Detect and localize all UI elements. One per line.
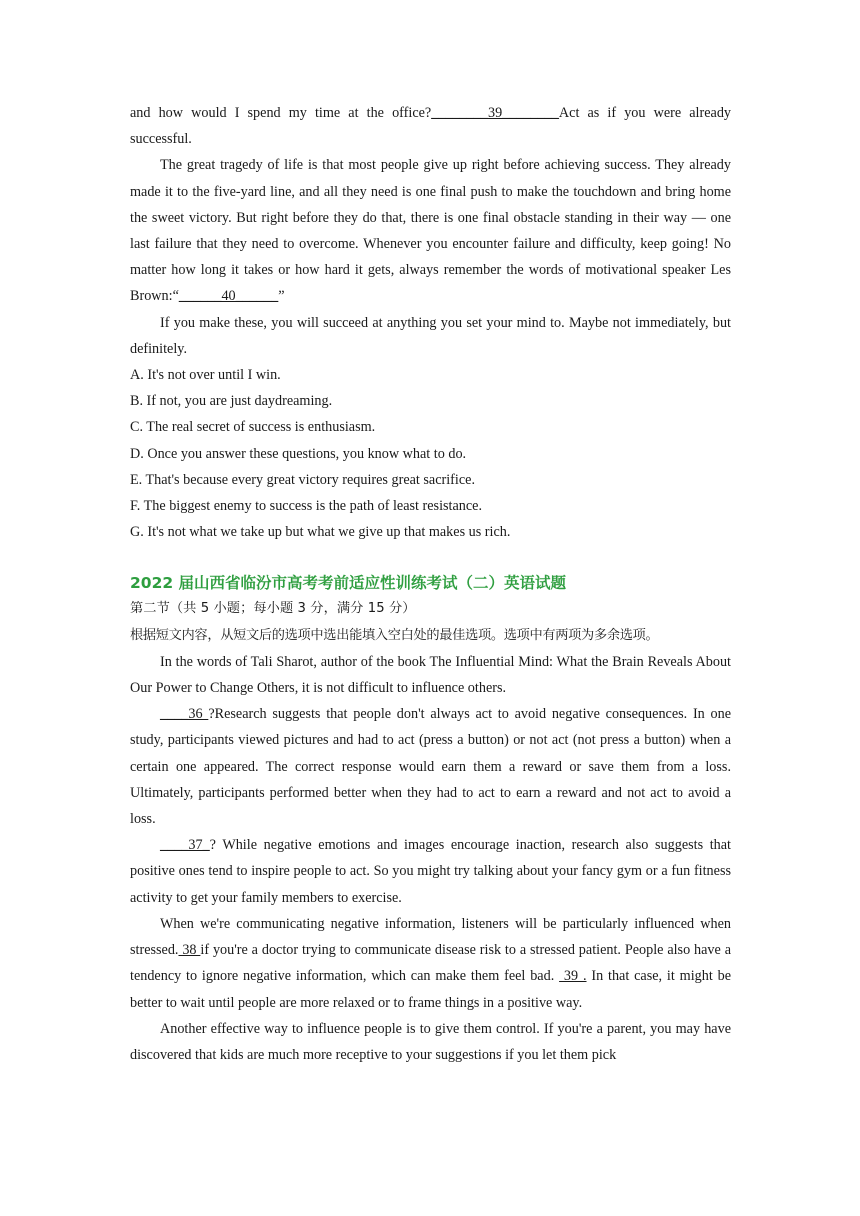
option-c: C. The real secret of success is enthusiasm. [130,419,376,436]
options-list [130,362,731,545]
text: ?Research suggests that people don't always act to avoid negative consequences. In one study, participants viewed pictures and had to act (press a button) or not act (not press a button) when a certain one appeared. The correct response would earn them a reward or save them from a loss. Ultimately, participants performed better when they had to act to earn a reward and not act to avoid a loss. [130,706,732,828]
blank-39: ________39________ [431,105,559,121]
task-instruction: 根据短文内容，从短文后的选项中选出能填入空白处的最佳选项。选项中有两项为多余选项。 [130,627,659,643]
paragraph-conclusion: If you make these, you will succeed at anything you set your mind to. Maybe not immediately, but definitely. [130,314,731,357]
paragraph-39 [130,100,731,152]
text: The great tragedy of life is that most people give up right before achieving success. They already made it to the five-yard line, and all they need is one final push to make the touchdown and bring home the sweet victory. But right before they do that, there is one final obstacle standing in their way — one last failure that they need to overcome. Whenever you encounter failure and difficulty, keep going! No matter how long it takes or how hard it gets, always remember the words of motivational speaker Les Brown:“ [130,157,731,305]
text: if you're a doctor trying to communicate disease risk to a stressed patient. People also have a tendency to ignore negative information, which can make them feel bad. [130,942,731,985]
option-g: G. It's not what we take up but what we give up that makes us rich. [130,524,511,541]
text: ? While negative emotions and images encourage inaction, research also suggests that positive ones tend to inspire people to act. So you might try talking about your fancy gym or a fun fitness activity to get your family members to exercise. [130,837,731,906]
paragraph-intro: In the words of Tali Sharot, author of the book The Influential Mind: What the Brain Reveals About Our Power to Change Others, it is not difficult to influence others. [130,653,731,697]
paragraph-37 [130,832,731,911]
text: In that case, it might be better to wait until people are more relaxed or to frame things in a positive way. [130,968,732,1011]
blank-37: ____37_ [160,837,210,854]
document-content [130,100,731,1068]
text: Act as if you were already successful. [130,105,732,148]
text: When we're communicating negative information, listeners will be particularly influenced when stressed. [130,915,731,959]
paragraph-38-39 [130,911,731,1016]
option-b: B. If not, you are just daydreaming. [130,393,333,410]
blank-39b: 39 . [559,968,587,985]
blank-40: ______40______ [178,288,279,305]
option-f: F. The biggest enemy to success is the path of least resistance. [130,498,483,515]
text: ” [278,288,285,305]
blank-38: 38 [178,942,201,959]
blank-36: ____36 [160,706,209,723]
paragraph-36 [130,701,731,832]
paragraph-40 [130,152,731,309]
section-instruction: 第二节（共 5 小题；每小题 3 分，满分 15 分） [130,601,416,617]
paragraph-control: Another effective way to influence people is to give them control. If you're a parent, you may have discovered that kids are much more receptive to your suggestions if you let them pick [130,1020,731,1063]
option-e: E. That's because every great victory requires great sacrifice. [130,471,475,488]
text: and how would I spend my time at the office? [130,105,432,121]
option-a: A. It's not over until I win. [130,367,281,384]
option-d: D. Once you answer these questions, you know what to do. [130,445,467,462]
exam-title: 2022 届山西省临汾市高考考前适应性训练考试（二）英语试题 [130,574,567,593]
